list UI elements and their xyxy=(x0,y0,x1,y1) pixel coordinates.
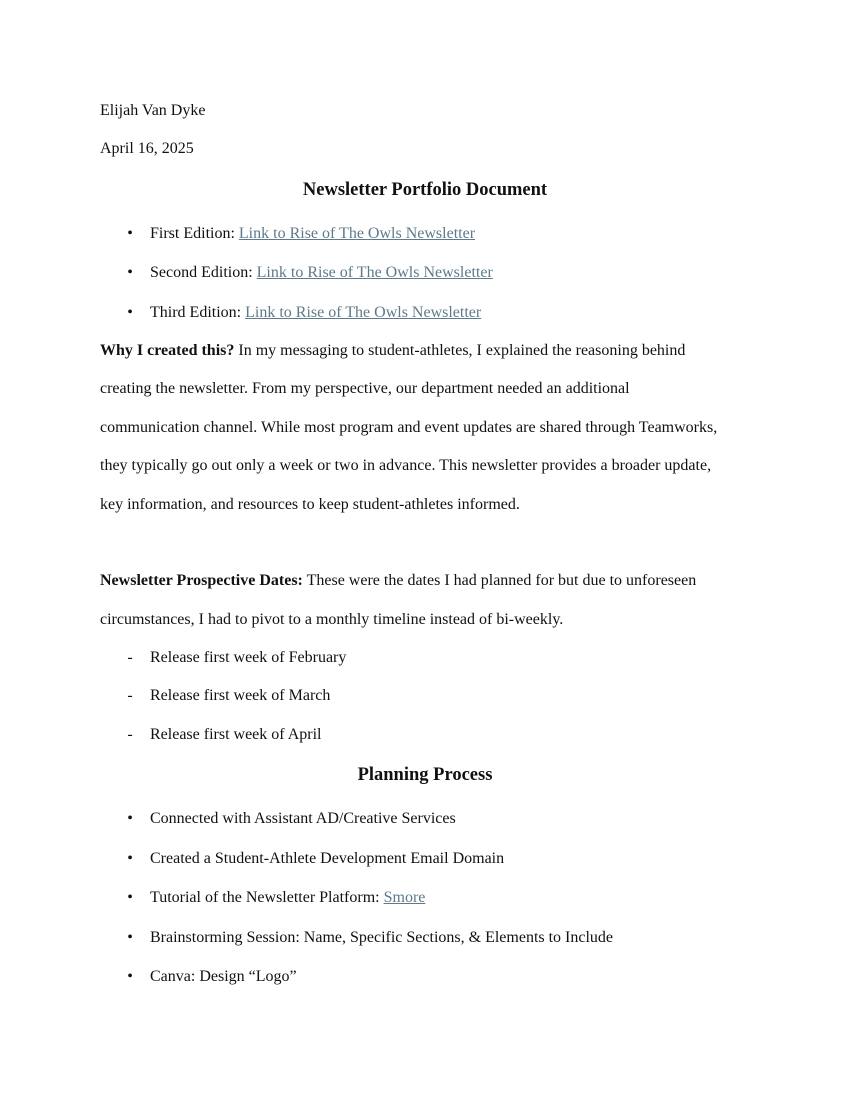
bullet-marker: • xyxy=(127,225,133,242)
document-date: April 16, 2025 xyxy=(100,140,194,157)
why-text: In my messaging to student-athletes, I explained the reasoning behind xyxy=(234,342,686,359)
edition-label: Third Edition: xyxy=(150,304,246,321)
paragraph-line: key information, and resources to keep student-athletes informed. xyxy=(100,496,520,513)
planning-heading: Planning Process xyxy=(357,765,493,785)
list-item: Created a Student-Athlete Development Email Domain xyxy=(150,850,505,867)
paragraph-line xyxy=(100,341,685,361)
bullet-marker: • xyxy=(127,850,133,867)
list-item: Release first week of March xyxy=(150,687,331,704)
dash-marker: - xyxy=(127,649,133,666)
bullet-marker: • xyxy=(127,929,133,946)
edition-item-second xyxy=(150,263,493,283)
dash-marker: - xyxy=(127,726,133,743)
list-item: Release first week of February xyxy=(150,649,347,666)
edition-label: Second Edition: xyxy=(150,264,257,281)
dash-marker: - xyxy=(127,687,133,704)
paragraph-line: circumstances, I had to pivot to a monthly timeline instead of bi-weekly. xyxy=(100,611,564,628)
paragraph-line: communication channel. While most program and event updates are shared through Teamworks, xyxy=(100,419,718,436)
bullet-marker: • xyxy=(127,889,133,906)
list-item: Brainstorming Session: Name, Specific Sections, & Elements to Include xyxy=(150,929,614,946)
paragraph-line xyxy=(100,571,696,591)
dates-text: These were the dates I had planned for but due to unforeseen xyxy=(302,572,697,589)
third-edition-link[interactable]: Link to Rise of The Owls Newsletter xyxy=(245,304,482,321)
bullet-marker: • xyxy=(127,304,133,321)
bullet-marker: • xyxy=(127,968,133,985)
edition-label: First Edition: xyxy=(150,225,239,242)
bullet-marker: • xyxy=(127,264,133,281)
list-item: Connected with Assistant AD/Creative Services xyxy=(150,810,456,827)
author-name: Elijah Van Dyke xyxy=(100,102,206,119)
list-item xyxy=(150,888,425,908)
why-heading: Why I created this? xyxy=(100,342,235,359)
edition-item-first xyxy=(150,224,475,244)
list-item: Canva: Design “Logo” xyxy=(150,968,297,985)
list-item-text: Tutorial of the Newsletter Platform: xyxy=(150,889,384,906)
paragraph-line: creating the newsletter. From my perspective, our department needed an additional xyxy=(100,380,630,397)
dates-heading: Newsletter Prospective Dates: xyxy=(100,572,303,589)
edition-item-third xyxy=(150,303,481,323)
paragraph-line: they typically go out only a week or two in advance. This newsletter provides a broader update, xyxy=(100,457,712,474)
bullet-marker: • xyxy=(127,810,133,827)
list-item: Release first week of April xyxy=(150,726,322,743)
second-edition-link[interactable]: Link to Rise of The Owls Newsletter xyxy=(256,264,493,281)
document-title: Newsletter Portfolio Document xyxy=(302,180,548,200)
smore-link[interactable]: Smore xyxy=(383,889,426,906)
first-edition-link[interactable]: Link to Rise of The Owls Newsletter xyxy=(238,225,476,242)
